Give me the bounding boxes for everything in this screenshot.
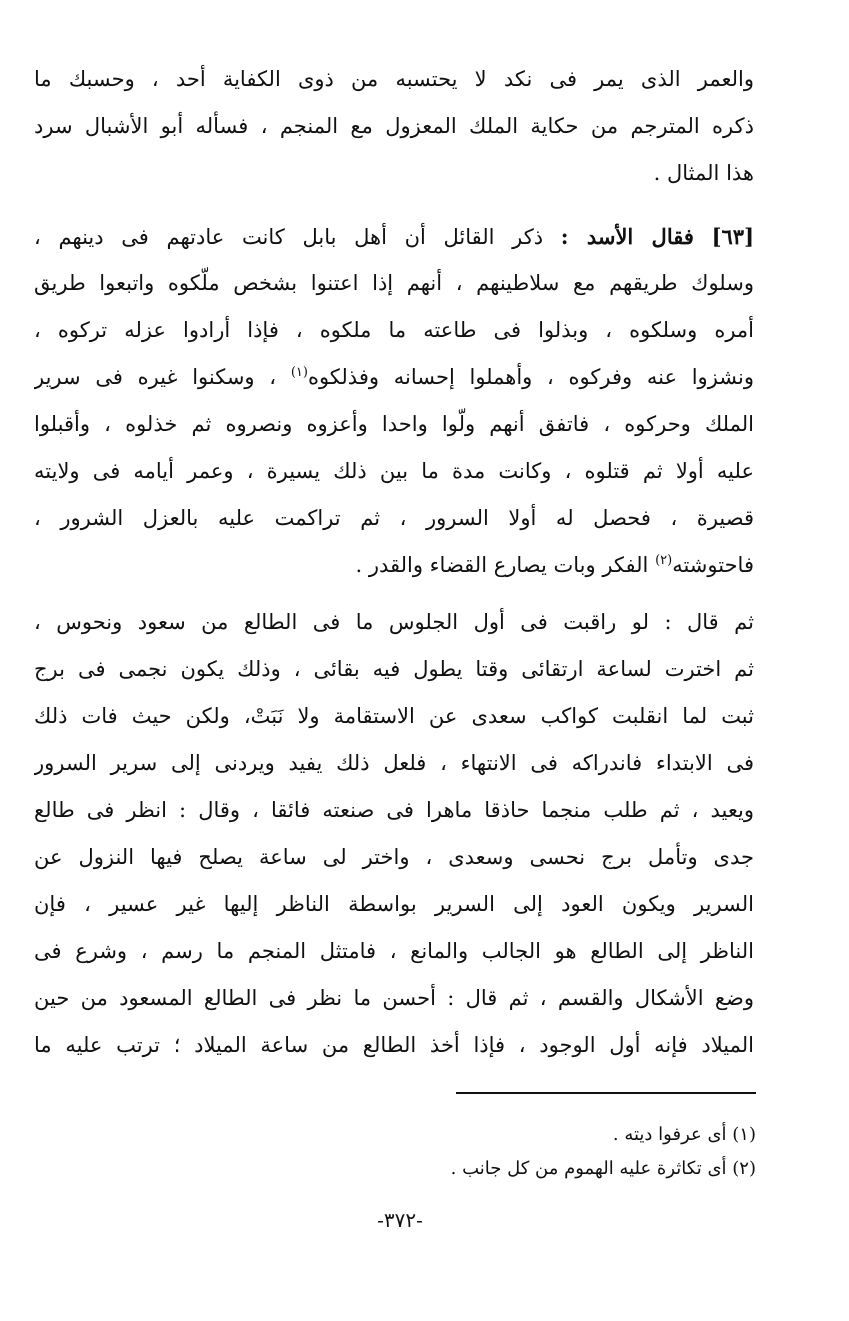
page-number: -٣٧٢- [377, 1208, 423, 1232]
text-line: ويعيد ، ثم طلب منجما حاذقا ماهرا فى صنعته فائقا ، وقال : انظر فى طالع [34, 798, 754, 822]
text-run: ونشزوا عنه وفركوه ، وأهملوا إحسانه وفذلكوه [307, 365, 754, 389]
text-run: ذكر القائل أن أهل بابل كانت عادتهم فى دينهم ، [34, 225, 544, 249]
text-run: ، وسكنوا غيره فى سرير [34, 365, 277, 389]
text-line [34, 213, 754, 260]
text-line: هذا المثال . [653, 161, 754, 185]
text-line: وسلوك طريقهم مع سلاطينهم ، أنهم إذا اعتنوا بشخص ملّكوه واتبعوا طريق [34, 271, 754, 295]
text-line: السرير ويكون العود إلى السرير بواسطة الناظر إليها غير عسير ، فإن [34, 892, 754, 916]
footnote-ref-1: (١) [290, 365, 308, 380]
footnote-2: (٢) أى تكاثرة عليه الهموم من كل جانب . [450, 1158, 756, 1179]
text-line [34, 542, 754, 589]
footnotes [356, 1118, 756, 1186]
text-line: الميلاد فإنه أول الوجود ، فإذا أخذ الطالع من ساعة الميلاد ؛ ترتب عليه ما [34, 1033, 754, 1057]
text-line: وضع الأشكال والقسم ، ثم قال : أحسن ما نظر فى الطالع المسعود من حين [34, 986, 754, 1010]
text-run: فاحتوشته [672, 553, 754, 577]
paragraph-3 [34, 599, 754, 1069]
text-line: ذكره المترجم من حكاية الملك المعزول مع المنجم ، فسأله أبو الأشبال سرد [34, 114, 754, 138]
text-line [34, 354, 754, 401]
text-line: جدى وتأمل برج نحسى وسعدى ، واختر لى ساعة يصلح فيها النزول عن [34, 845, 754, 869]
section-number: [٦٣] [711, 224, 754, 249]
footnote-ref-2: (٢) [655, 553, 673, 568]
text-line: أمره وسلكوه ، وبذلوا فى طاعته ما ملكوه ، فإذا أرادوا عزله تركوه ، [34, 318, 754, 342]
text-line: ثبت لما انقلبت كواكب سعدى عن الاستقامة ولا نَبَتْ، ولكن حيث فات ذلك [34, 704, 754, 728]
text-line: ثم قال : لو راقبت فى أول الجلوس ما فى الطالع من سعود ونحوس ، [34, 610, 754, 634]
text-line: فى الابتداء فاندراكه فى الانتهاء ، فلعل ذلك يفيد ويردنى إلى سرير السرور [34, 751, 754, 775]
footnote-divider [456, 1092, 756, 1094]
speaker-label: فقال الأسد : [560, 224, 694, 249]
footnote-1: (١) أى عرفوا ديته . [612, 1124, 756, 1145]
text-line: والعمر الذى يمر فى نكد لا يحتسبه من ذوى الكفاية أحد ، وحسبك ما [34, 67, 754, 91]
text-line: الناظر إلى الطالع هو الجالب والمانع ، فامتثل المنجم ما رسم ، وشرع فى [34, 939, 754, 963]
text-line: ثم اخترت لساعة ارتقائى وقتا يطول فيه بقائى ، وذلك يكون نجمى فى برج [34, 657, 754, 681]
text-line: قصيرة ، فحصل له أولا السرور ، ثم تراكمت عليه بالعزل الشرور ، [34, 506, 754, 530]
paragraph-1 [34, 56, 754, 197]
text-line: عليه أولا ثم قتلوه ، وكانت مدة ما بين ذلك يسيرة ، وعمر أيامه فى ولايته [34, 459, 754, 483]
paragraph-2 [34, 213, 754, 589]
text-line: الملك وحركوه ، فاتفق أنهم ولّوا واحدا وأعزوه ونصروه ثم خذلوه ، وأقبلوا [34, 412, 754, 436]
text-run: الفكر وبات يصارع القضاء والقدر . [355, 553, 649, 577]
